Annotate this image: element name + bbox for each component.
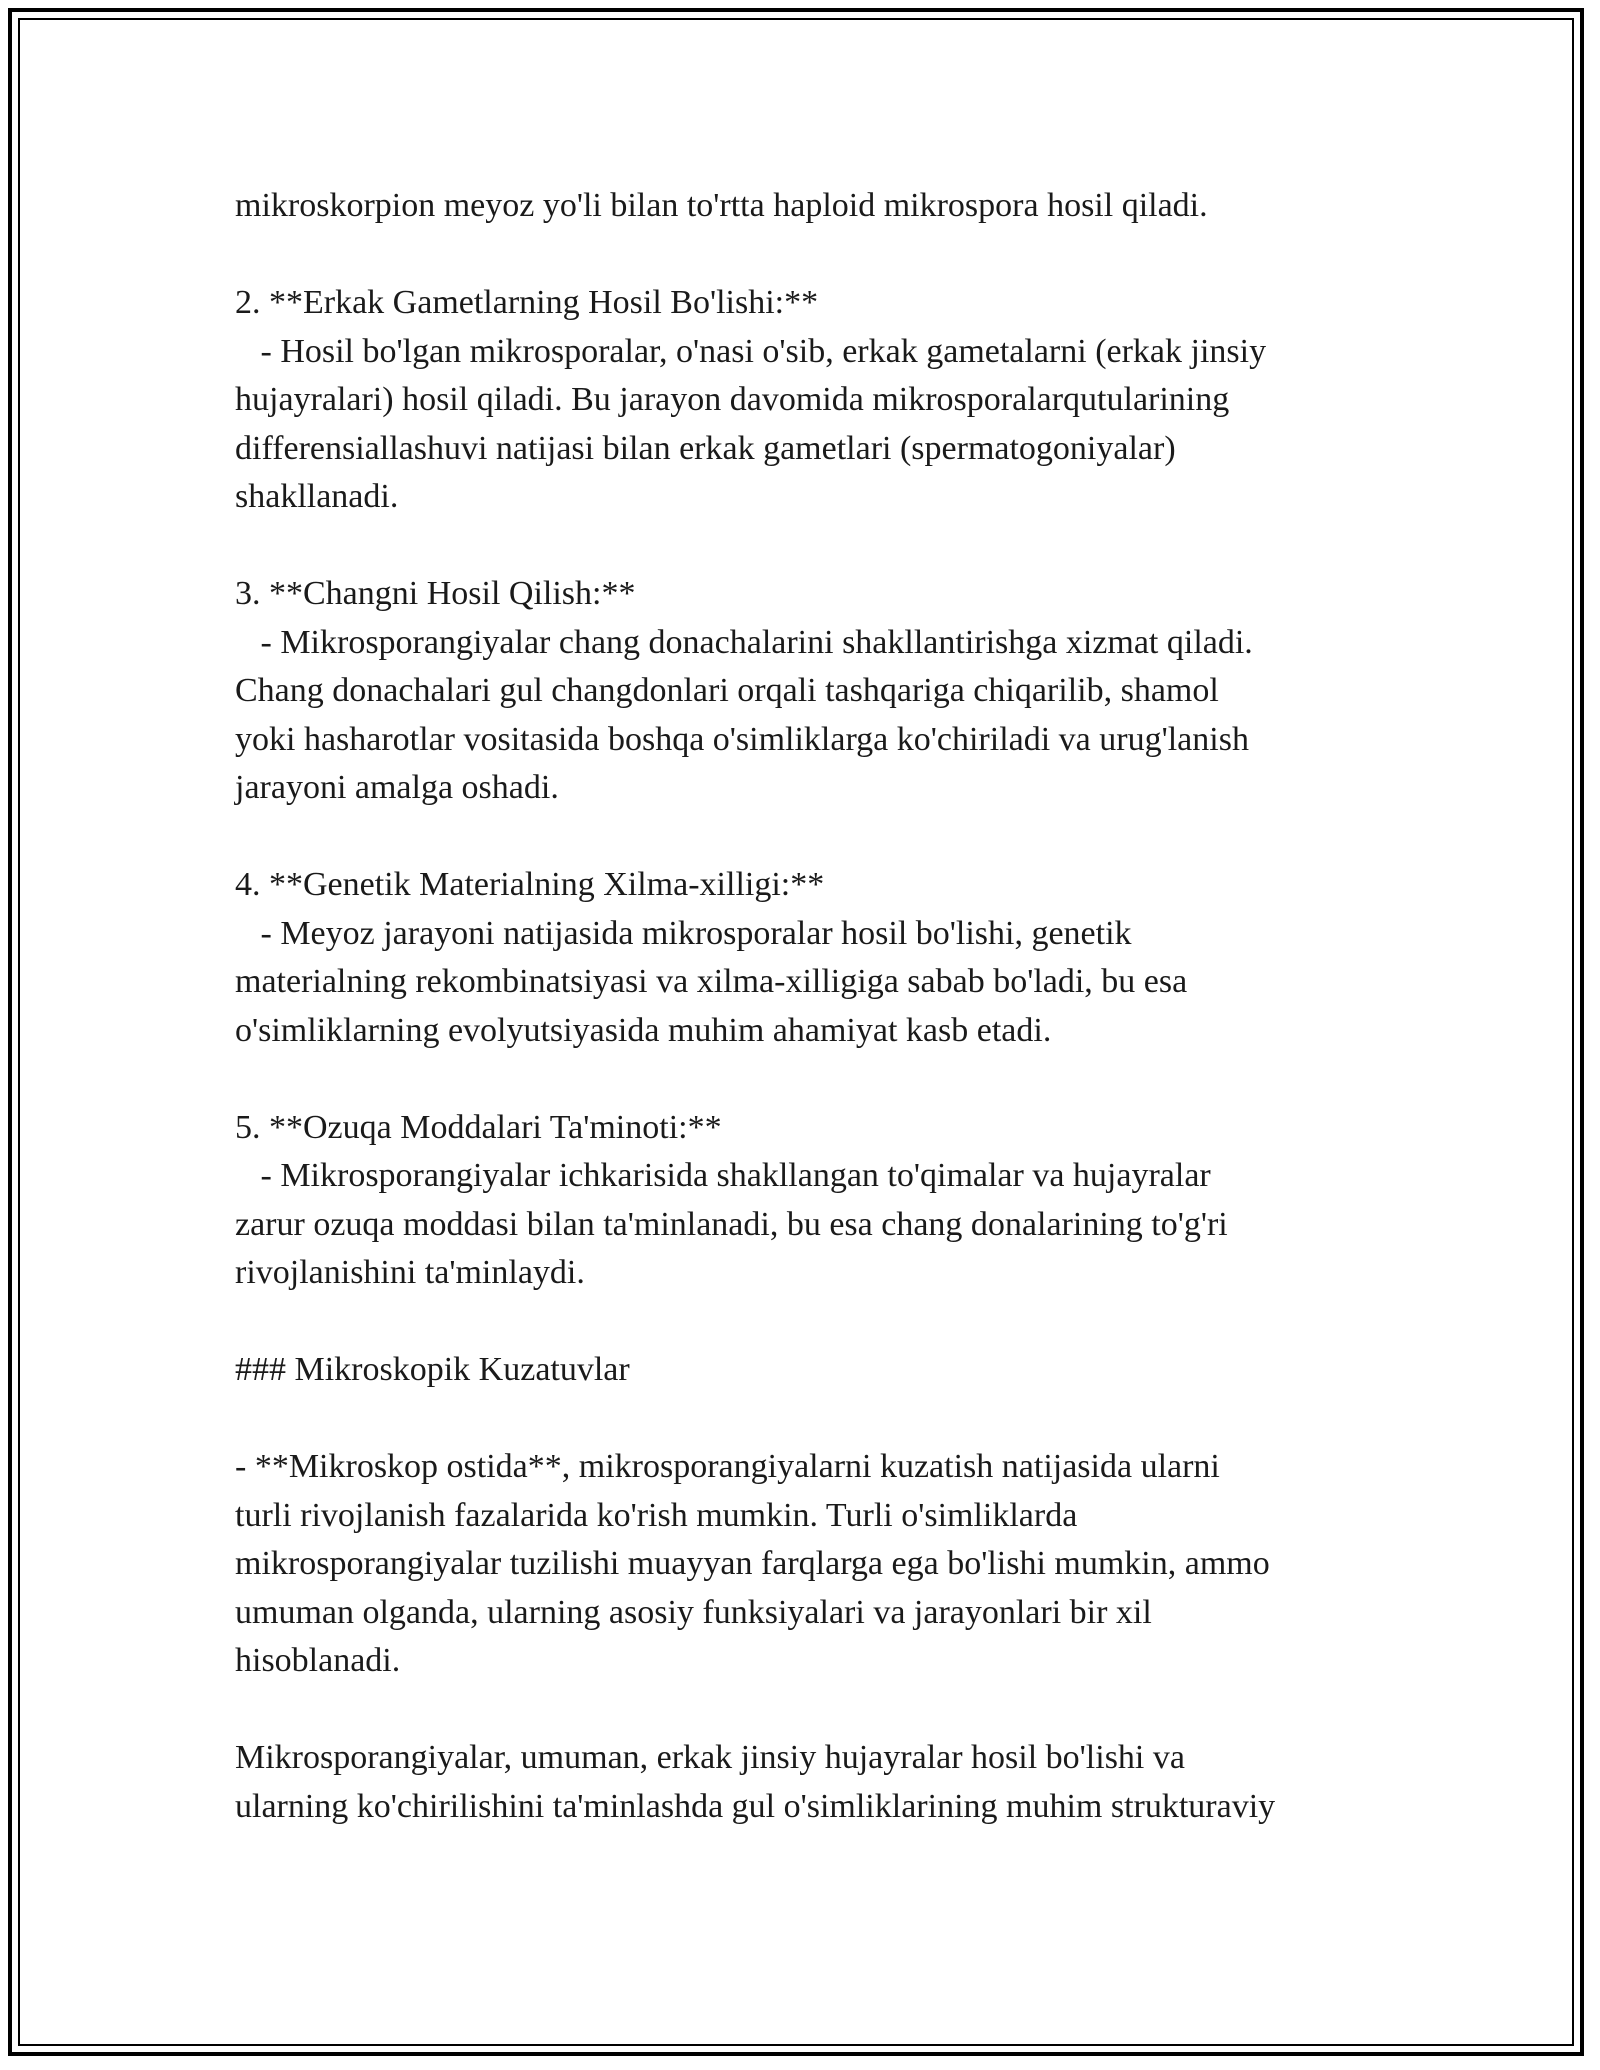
observation-line: hisoblanadi. [235, 1642, 401, 1679]
observation-line: - **Mikroskop ostida**, mikrosporangiyalarni kuzatish natijasida ularni [235, 1448, 1220, 1485]
section-line: differensiallashuvi natijasi bilan erkak gametlari (spermatogoniyalar) [235, 429, 1176, 467]
spacer [235, 522, 1385, 571]
subheading: ### Mikroskopik Kuzatuvlar [235, 1351, 630, 1388]
section-line: - Mikrosporangiyalar chang donachalarini shakllantirishga xizmat qiladi. [235, 623, 1253, 661]
section-heading: 5. **Ozuqa Moddalari Ta'minoti:** [235, 1108, 722, 1146]
document-body [235, 182, 1385, 1831]
conclusion-line: ularning ko'chirilishini ta'minlashda gul o'simliklarining muhim strukturaviy [235, 1787, 1276, 1825]
spacer [235, 231, 1385, 280]
observation-line: turli rivojlanish fazalarida ko'rish mumkin. Turli o'simliklarda [235, 1496, 1078, 1534]
section-line: materialning rekombinatsiyasi va xilma-xilligiga sabab bo'ladi, bu esa [235, 963, 1188, 1000]
section-line: hujayralari) hosil qiladi. Bu jarayon davomida mikrosporalarqutularining [235, 381, 1230, 418]
section-line: - Mikrosporangiyalar ichkarisida shakllangan to'qimalar va hujayralar [235, 1157, 1211, 1194]
spacer [235, 1686, 1385, 1735]
spacer [235, 1298, 1385, 1347]
section-line: shakllanadi. [235, 478, 399, 515]
section-line: Chang donachalari gul changdonlari orqali tashqariga chiqarilib, shamol [235, 672, 1219, 709]
section-line: o'simliklarning evolyutsiyasida muhim ahamiyat kasb etadi. [235, 1011, 1052, 1049]
intro-line: mikroskorpion meyoz yo'li bilan to'rtta haploid mikrospora hosil qiladi. [235, 187, 1208, 224]
observation-line: umuman olganda, ularning asosiy funksiyalari va jarayonlari bir xil [235, 1593, 1152, 1631]
section-heading: 3. **Changni Hosil Qilish:** [235, 575, 636, 612]
section-line: - Meyoz jarayoni natijasida mikrosporalar hosil bo'lishi, genetik [235, 914, 1132, 952]
spacer [235, 813, 1385, 862]
spacer [235, 1395, 1385, 1444]
section-line: yoki hasharotlar vositasida boshqa o'simliklarga ko'chiriladi va urug'lanish [235, 720, 1249, 758]
section-heading: 2. **Erkak Gametlarning Hosil Bo'lishi:** [235, 284, 819, 321]
section-heading: 4. **Genetik Materialning Xilma-xilligi:** [235, 866, 825, 903]
section-line: - Hosil bo'lgan mikrosporalar, o'nasi o'sib, erkak gametalarni (erkak jinsiy [235, 332, 1267, 370]
observation-line: mikrosporangiyalar tuzilishi muayyan farqlarga ega bo'lishi mumkin, ammo [235, 1545, 1270, 1582]
section-line: zarur ozuqa moddasi bilan ta'minlanadi, bu esa chang donalarining to'g'ri [235, 1205, 1228, 1243]
spacer [235, 1055, 1385, 1104]
section-line: rivojlanishini ta'minlaydi. [235, 1254, 585, 1291]
conclusion-line: Mikrosporangiyalar, umuman, erkak jinsiy hujayralar hosil bo'lishi va [235, 1739, 1185, 1776]
section-line: jarayoni amalga oshadi. [235, 769, 559, 806]
